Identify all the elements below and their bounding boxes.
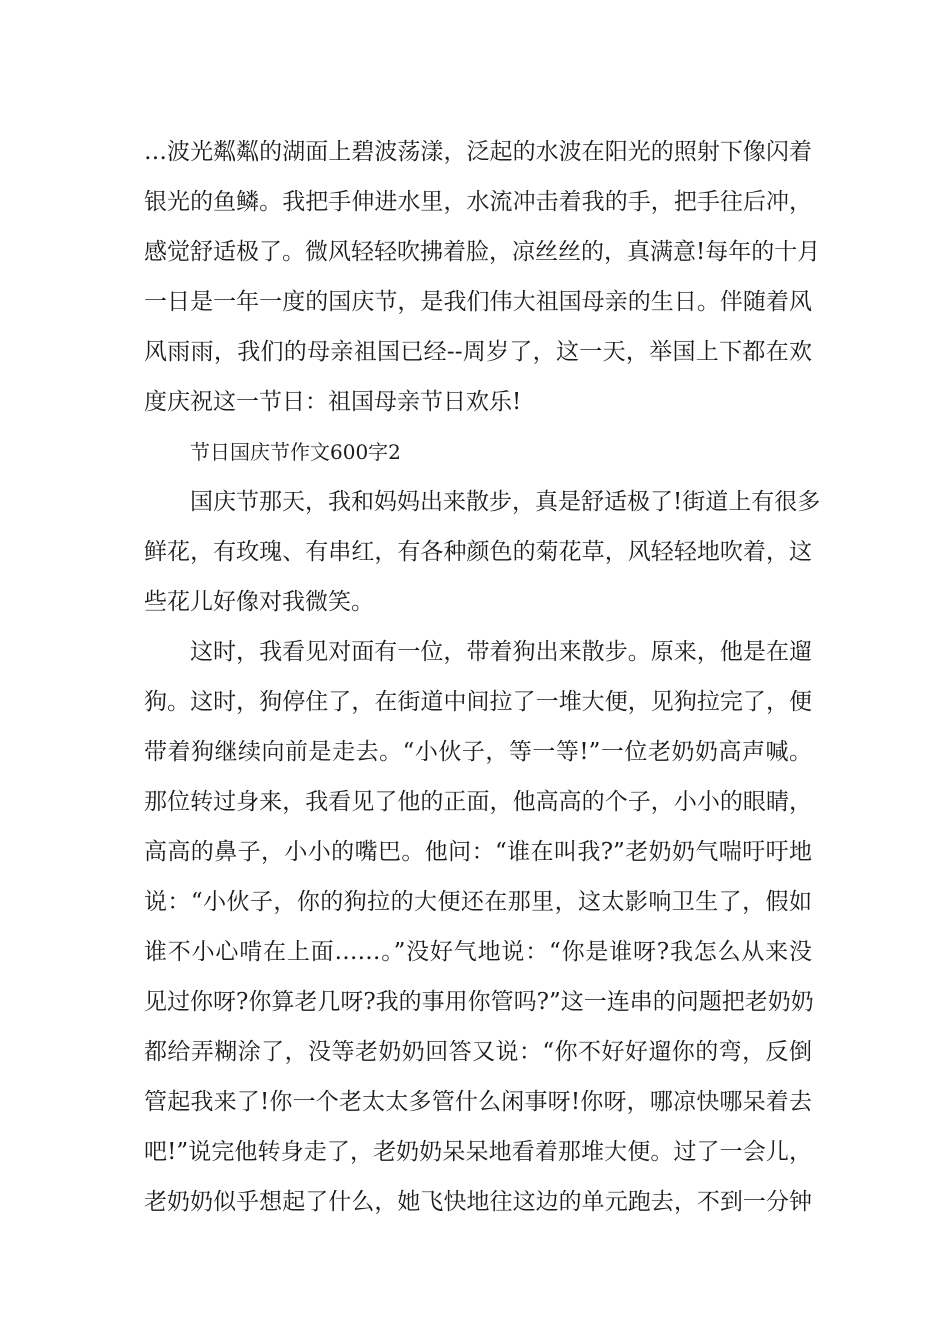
text-line: 度庆祝这一节日：祖国母亲节日欢乐! (144, 389, 522, 415)
text-line: 些花儿好像对我微笑。 (144, 589, 374, 615)
text-line: 谁不小心啃在上面……。”没好气地说：“你是谁呀?我怎么从来没 (144, 939, 812, 965)
text-line: 高高的鼻子，小小的嘴巴。他问：“谁在叫我?”老奶奶气喘吁吁地 (144, 839, 812, 865)
text-line: 风雨雨，我们的母亲祖国已经--周岁了，这一天，举国上下都在欢 (144, 339, 812, 365)
section-heading: 节日国庆节作文600字2 (190, 440, 401, 464)
text-line: 吧!”说完他转身走了，老奶奶呆呆地看着那堆大便。过了一会儿， (144, 1139, 812, 1165)
text-line: 这时，我看见对面有一位，带着狗出来散步。原来，他是在遛 (190, 639, 812, 665)
text-line: 管起我来了!你一个老太太多管什么闲事呀!你呀，哪凉快哪呆着去 (144, 1089, 812, 1115)
text-line: 银光的鱼鳞。我把手伸进水里，水流冲击着我的手，把手往后冲， (144, 189, 812, 215)
text-line: 狗。这时，狗停住了，在街道中间拉了一堆大便，见狗拉完了，便 (144, 689, 812, 715)
text-line: 一日是一年一度的国庆节，是我们伟大祖国母亲的生日。伴随着风 (144, 289, 812, 315)
text-line: 那位转过身来，我看见了他的正面，他高高的个子，小小的眼睛， (144, 789, 812, 815)
text-line: 感觉舒适极了。微风轻轻吹拂着脸，凉丝丝的，真满意!每年的十月 (144, 239, 821, 265)
text-line: 老奶奶似乎想起了什么，她飞快地往这边的单元跑去，不到一分钟 (144, 1189, 812, 1215)
text-line: 说：“小伙子，你的狗拉的大便还在那里，这太影响卫生了，假如 (144, 889, 812, 915)
text-line: 国庆节那天，我和妈妈出来散步，真是舒适极了!街道上有很多 (190, 489, 821, 515)
text-line: 都给弄糊涂了，没等老奶奶回答又说：“你不好好遛你的弯，反倒 (144, 1039, 812, 1065)
text-line: 见过你呀?你算老几呀?我的事用你管吗?”这一连串的问题把老奶奶 (144, 989, 814, 1015)
text-line: 带着狗继续向前是走去。“小伙子，等一等!”一位老奶奶高声喊。 (144, 739, 812, 765)
text-line: …波光粼粼的湖面上碧波荡漾，泛起的水波在阳光的照射下像闪着 (144, 139, 812, 165)
text-line: 鲜花，有玫瑰、有串红，有各种颜色的菊花草，风轻轻地吹着，这 (144, 539, 812, 565)
